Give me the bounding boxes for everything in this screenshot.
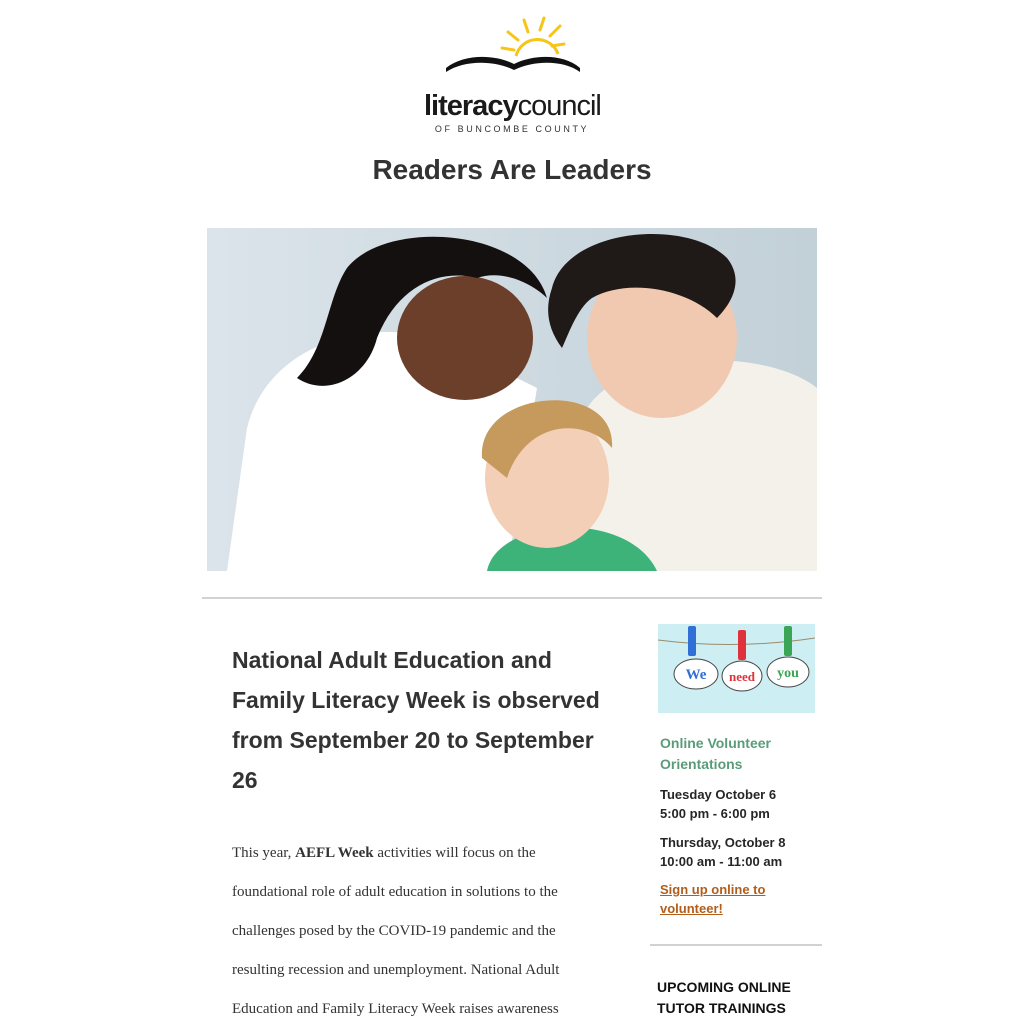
session-thursday [660,833,810,871]
need-word: need [729,669,755,684]
logo-wordmark: literacycouncil [424,90,601,122]
newsletter-headline: Readers Are Leaders [372,154,652,185]
literacy-council-logo[interactable] [424,14,601,134]
we-need-you-image [658,624,815,713]
session-time: 10:00 am - 11:00 am [660,854,783,869]
signup-volunteer-link[interactable]: Sign up online to volunteer! [660,882,766,916]
session-time: 5:00 pm - 6:00 pm [660,806,770,821]
section-divider [202,597,822,599]
article-title: National Adult Education and Family Literacy Week is observed from September 20 to September 26 [232,647,600,793]
session-day: Tuesday October 6 [660,787,777,802]
orientation-heading: Online Volunteer Orientations [660,735,771,772]
session-day: Thursday, October 8 [660,835,786,850]
hero-family-photo [207,228,817,571]
sidebar-divider [650,944,822,946]
article-body: This year, AEFL Week activities will focus on the foundational role of adult education in solutions to the challenges posed by the COVID-19 pandemic and the resulting recession and unemployment. National Adult Education and Family Literacy Week raises awareness [232,845,560,1017]
logo-subtitle: OF BUNCOMBE COUNTY [434,124,590,134]
session-tuesday [660,785,810,823]
we-word: We [685,667,707,683]
you-word: you [777,666,799,681]
aefl-week-bold: AEFL Week [295,845,374,861]
open-book-sun-icon [424,14,600,94]
tutor-trainings-heading: UPCOMING ONLINE TUTOR TRAININGS [657,979,791,1016]
